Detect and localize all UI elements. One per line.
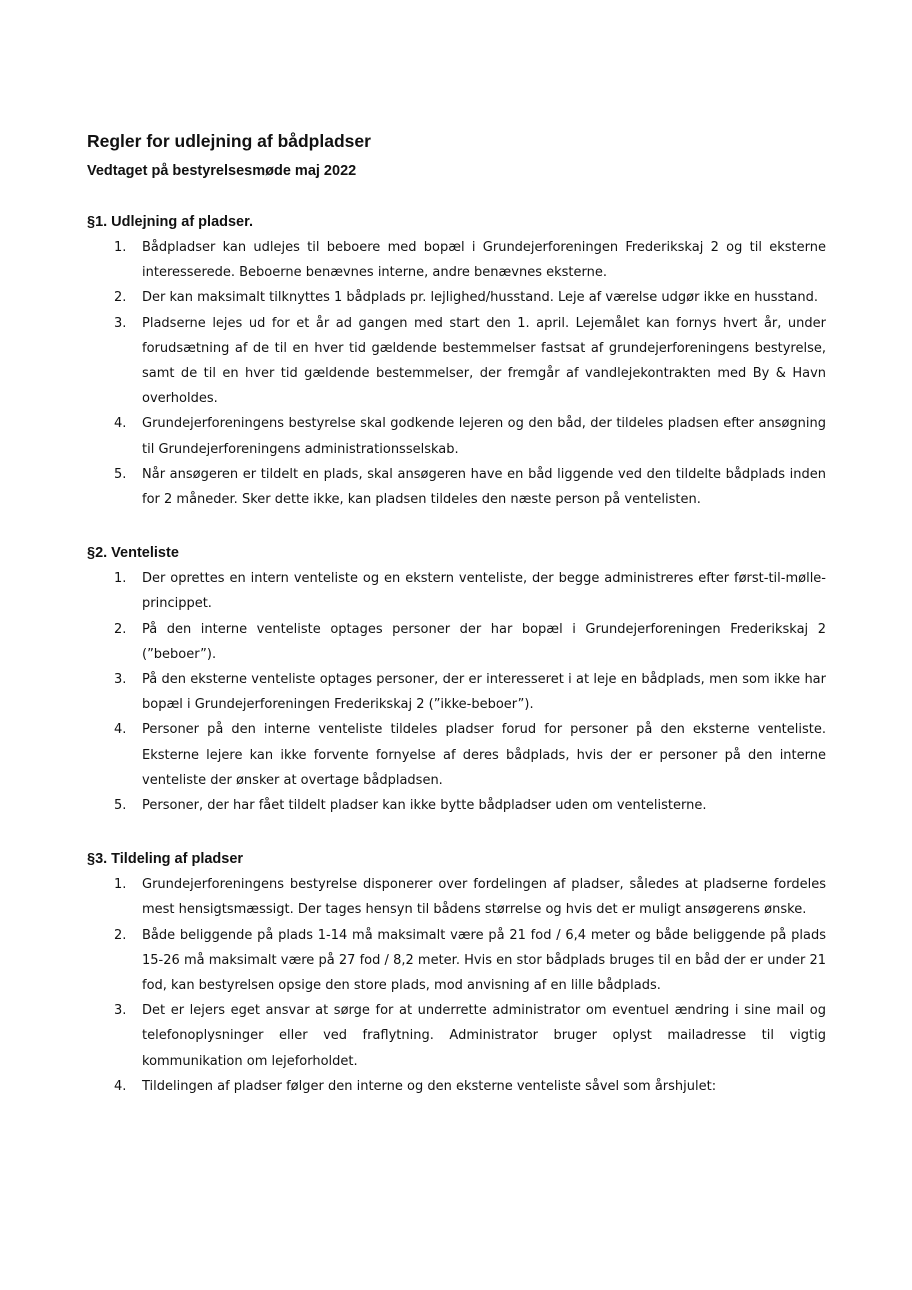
section-heading: §1. Udlejning af pladser.: [87, 214, 253, 230]
list-item: [87, 462, 826, 512]
list-number: 5.: [114, 798, 127, 814]
list-item-text: Grundejerforeningens bestyrelse skal godkende lejeren og den båd, der tildeles pladsen efter ansøgning til Grundejerforeningens administrationsselskab.: [142, 416, 826, 457]
list-item: [87, 411, 826, 461]
list-item: [87, 717, 826, 793]
numbered-list: [87, 872, 826, 1099]
list-item: [87, 793, 826, 818]
list-item: [87, 923, 826, 999]
list-number: 1.: [114, 240, 127, 255]
list-number: 2.: [114, 927, 127, 943]
list-item-text: Bådpladser kan udlejes til beboere med bopæl i Grundejerforeningen Frederikskaj 2 og til eksterne interesserede. Beboerne benævnes interne, andre benævnes eksterne.: [142, 240, 826, 281]
list-item: [87, 285, 826, 310]
list-item-text: Når ansøgeren er tildelt en plads, skal ansøgeren have en båd liggende ved den tildelte bådplads inden for 2 måneder. Sker dette ikke, kan pladsen tildeles den næste person på ventelisten.: [142, 466, 826, 508]
list-item-text: På den interne venteliste optages personer der har bopæl i Grundejerforeningen Frederikskaj 2 (”beboer”).: [142, 621, 826, 662]
list-item: [87, 617, 826, 667]
section-heading: §2. Venteliste: [87, 545, 179, 562]
document-title: Regler for udlejning af bådpladser: [87, 131, 371, 151]
list-item-text: Personer, der har fået tildelt pladser kan ikke bytte bådpladser uden om ventelisterne.: [142, 798, 707, 814]
list-number: 4.: [114, 416, 127, 432]
list-number: 5.: [114, 466, 127, 482]
list-item-text: Det er lejers eget ansvar at sørge for at underrette administrator om eventuel ændring i sine mail og telefonoplysninger eller ved fraflytning. Administrator bruger oplyst mailadresse til vigtig kommunikation om lejeforholdet.: [142, 1003, 826, 1069]
section-heading: §3. Tildeling af pladser: [87, 851, 244, 868]
list-item-text: Pladserne lejes ud for et år ad gangen med start den 1. april. Lejemålet kan fornys hvert år, under forudsætning af de til en hver tid gældende bestemmelser fastsat af grundejerforeningens bestyrelse, samt de til en hver tid gældende bestemmelser, der fremgår af vandlejekontrakten med By & Havn overholdes.: [142, 315, 826, 407]
list-number: 4.: [114, 722, 127, 738]
section-3: [87, 847, 826, 1099]
list-item: [87, 311, 826, 412]
list-number: 3.: [114, 672, 127, 688]
numbered-list: [87, 235, 826, 512]
list-item-text: Personer på den interne venteliste tildeles pladser forud for personer på den eksterne venteliste. Eksterne lejere kan ikke forvente fornyelse af deres bådplads, hvis der er personer på den interne venteliste der ønsker at overtage bådpladsen.: [142, 722, 826, 788]
list-number: 3.: [114, 1003, 127, 1019]
list-item: [87, 235, 826, 285]
list-number: 1.: [114, 571, 127, 587]
list-item-text: Både beliggende på plads 1-14 må maksimalt være på 21 fod / 6,4 meter og både beliggende på plads 15-26 må maksimalt være på 27 fod / 8,2 meter. Hvis en stor bådplads bruges til en båd der er under 21 fod, kan bestyrelsen opsige den store plads, mod anvisning af en lille bådplads.: [142, 927, 826, 994]
list-item-text: På den eksterne venteliste optages personer, der er interesseret i at leje en bådplads, men som ikke har bopæl i Grundejerforeningen Frederikskaj 2 (”ikke-beboer”).: [142, 672, 826, 713]
list-item: [87, 1074, 826, 1099]
list-number: 1.: [114, 877, 127, 893]
list-item: [87, 566, 826, 616]
list-item-text: Der oprettes en intern venteliste og en ekstern venteliste, der begge administreres efter først-til-mølle-princippet.: [142, 571, 826, 612]
list-item-text: Tildelingen af pladser følger den interne og den eksterne venteliste såvel som årshjulet:: [142, 1078, 717, 1094]
list-item-text: Der kan maksimalt tilknyttes 1 bådplads pr. lejlighed/husstand. Leje af værelse udgør ikke en husstand.: [142, 290, 819, 306]
list-number: 2.: [114, 290, 127, 306]
section-2: [87, 541, 826, 818]
list-item: [87, 872, 826, 922]
list-number: 3.: [114, 315, 127, 331]
numbered-list: [87, 566, 826, 818]
list-number: 4.: [114, 1078, 127, 1094]
section-1: [87, 210, 826, 512]
document-subtitle: Vedtaget på bestyrelsesmøde maj 2022: [87, 163, 357, 179]
list-number: 2.: [114, 621, 127, 637]
list-item: [87, 667, 826, 717]
list-item: [87, 998, 826, 1074]
list-item-text: Grundejerforeningens bestyrelse disponerer over fordelingen af pladser, således at pladserne fordeles mest hensigtsmæssigt. Der tages hensyn til bådens størrelse og hvis det er muligt ansøgerens ønske.: [142, 877, 826, 918]
